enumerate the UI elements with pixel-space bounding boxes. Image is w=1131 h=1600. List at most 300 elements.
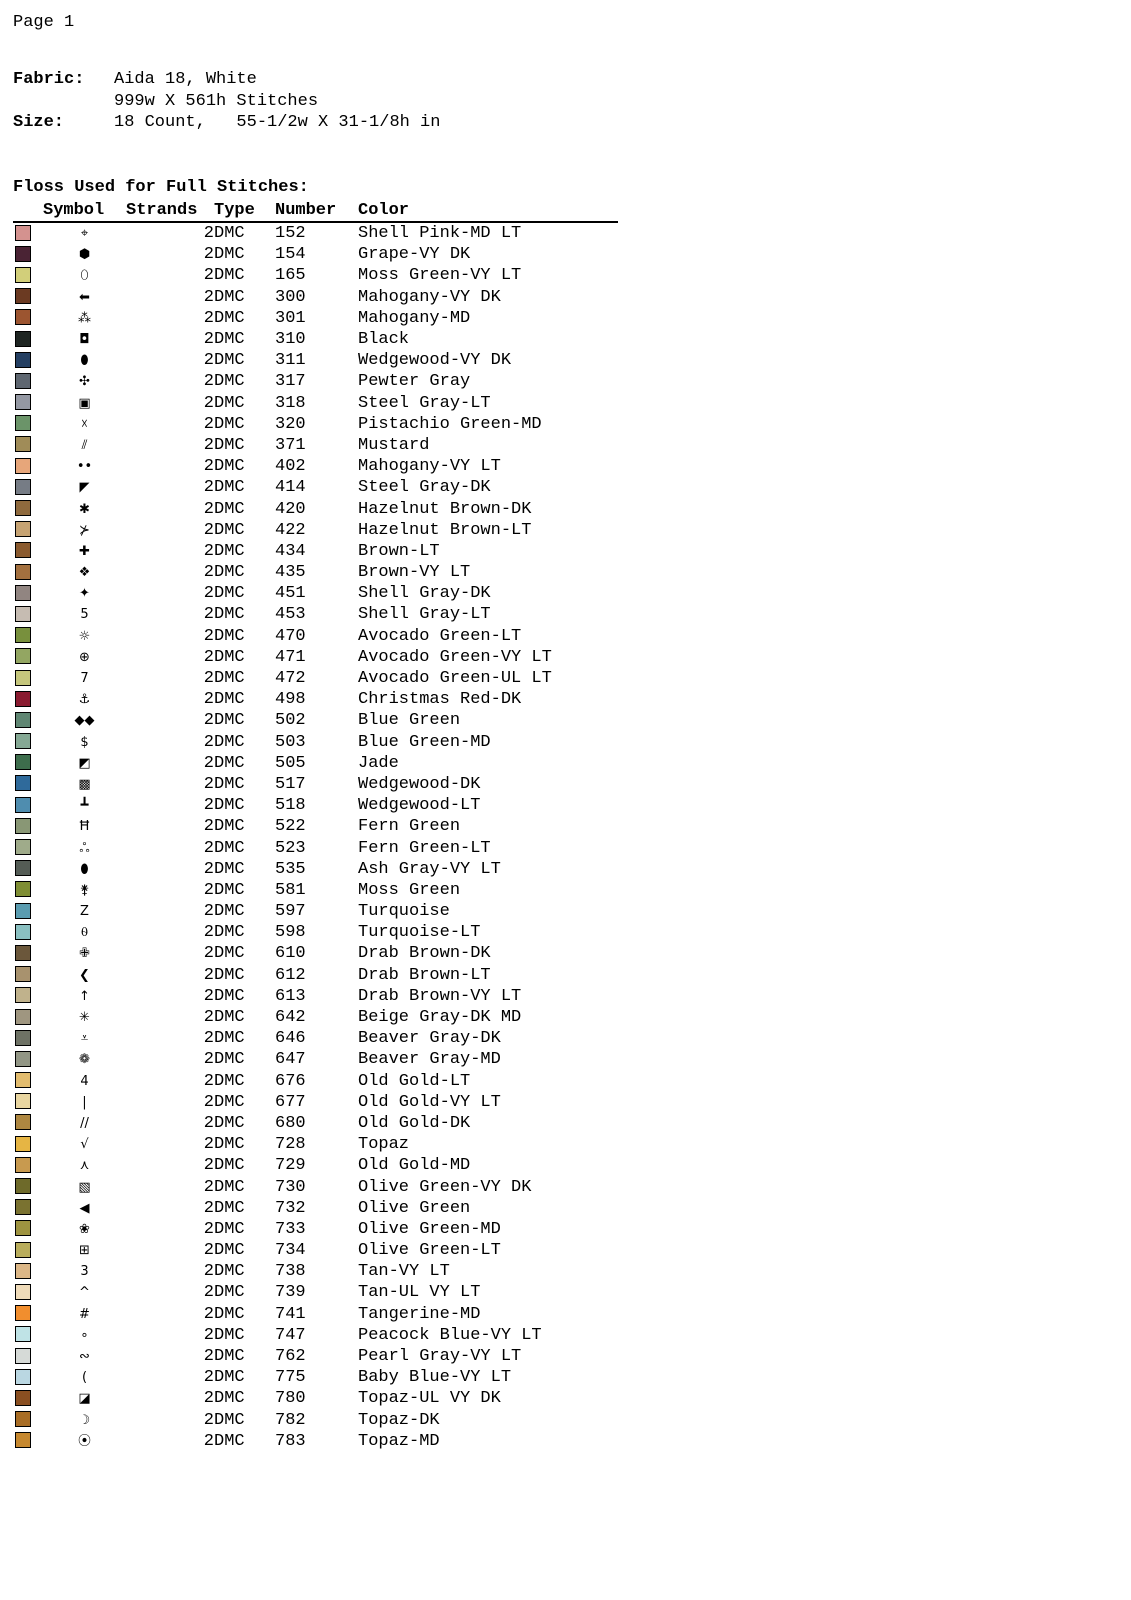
strands-cell: 2 bbox=[203, 1113, 214, 1133]
strands-cell: 2 bbox=[203, 647, 214, 667]
color-name-cell: Moss Green-VY LT bbox=[358, 266, 522, 286]
symbol-cell bbox=[43, 1134, 126, 1155]
type-cell: DMC bbox=[214, 1431, 245, 1451]
swatch-cell bbox=[13, 1176, 43, 1197]
stitch-symbol-icon: $ bbox=[80, 734, 89, 750]
number-cell: 301 bbox=[275, 308, 306, 328]
swatch-cell bbox=[13, 1071, 43, 1092]
color-name-cell: Wedgewood-LT bbox=[358, 796, 481, 816]
swatch-cell bbox=[13, 1028, 43, 1049]
strands-cell: 2 bbox=[203, 753, 214, 773]
floss-row bbox=[13, 880, 618, 901]
strands-cell: 2 bbox=[203, 584, 214, 604]
number-cell: 300 bbox=[275, 287, 306, 307]
swatch-cell bbox=[13, 583, 43, 604]
stitch-symbol-icon: ∾ bbox=[79, 1349, 90, 1365]
stitch-symbol-icon: | bbox=[82, 1094, 87, 1110]
swatch-cell bbox=[13, 414, 43, 435]
color-name-cell: Steel Gray-DK bbox=[358, 478, 491, 498]
strands-cell: 2 bbox=[203, 796, 214, 816]
number-cell: 597 bbox=[275, 902, 306, 922]
color-name-cell: Fern Green bbox=[358, 817, 461, 837]
swatch-cell bbox=[13, 371, 43, 392]
number-cell: 522 bbox=[275, 817, 306, 837]
floss-row bbox=[13, 647, 618, 668]
number-cell: 734 bbox=[275, 1241, 306, 1261]
symbol-cell bbox=[43, 435, 126, 456]
swatch-cell bbox=[13, 1410, 43, 1431]
strands-cell: 2 bbox=[203, 605, 214, 625]
color-swatch bbox=[15, 860, 31, 876]
stitch-symbol-icon: ❖ bbox=[78, 565, 91, 581]
type-cell: DMC bbox=[214, 1389, 245, 1409]
strands-cell: 2 bbox=[203, 1410, 214, 1430]
symbol-cell bbox=[43, 477, 126, 498]
color-swatch bbox=[15, 648, 31, 664]
color-name-cell: Turquoise bbox=[358, 902, 450, 922]
type-cell: DMC bbox=[214, 245, 245, 265]
number-cell: 420 bbox=[275, 499, 306, 519]
color-swatch bbox=[15, 733, 31, 749]
strands-cell: 2 bbox=[203, 245, 214, 265]
color-swatch bbox=[15, 1432, 31, 1448]
color-swatch bbox=[15, 1242, 31, 1258]
color-swatch bbox=[15, 436, 31, 452]
type-cell: DMC bbox=[214, 1262, 245, 1282]
stitch-symbol-icon: ☼ bbox=[78, 628, 91, 644]
floss-row bbox=[13, 1071, 618, 1092]
color-name-cell: Beige Gray-DK MD bbox=[358, 1008, 522, 1028]
strands-cell: 2 bbox=[203, 1241, 214, 1261]
type-cell: DMC bbox=[214, 414, 245, 434]
symbol-cell bbox=[43, 965, 126, 986]
color-swatch bbox=[15, 542, 31, 558]
symbol-cell bbox=[43, 1049, 126, 1070]
fabric-row bbox=[13, 69, 440, 91]
type-cell: DMC bbox=[214, 393, 245, 413]
floss-row bbox=[13, 329, 618, 350]
color-name-cell: Olive Green-VY DK bbox=[358, 1177, 532, 1197]
swatch-cell bbox=[13, 626, 43, 647]
number-cell: 311 bbox=[275, 351, 306, 371]
color-name-cell: Black bbox=[358, 330, 410, 350]
stitch-symbol-icon: ⌖ bbox=[80, 226, 89, 242]
strands-cell: 2 bbox=[203, 308, 214, 328]
type-cell: DMC bbox=[214, 774, 245, 794]
symbol-cell bbox=[43, 710, 126, 731]
color-swatch bbox=[15, 966, 31, 982]
type-cell: DMC bbox=[214, 626, 245, 646]
color-swatch bbox=[15, 352, 31, 368]
floss-row bbox=[13, 1092, 618, 1113]
stitch-symbol-icon: ⚵ bbox=[79, 882, 90, 898]
symbol-cell bbox=[43, 1240, 126, 1261]
swatch-cell bbox=[13, 1049, 43, 1070]
number-cell: 471 bbox=[275, 647, 306, 667]
color-swatch bbox=[15, 945, 31, 961]
fabric-value: Aida 18, White bbox=[114, 70, 257, 89]
symbol-cell bbox=[43, 753, 126, 774]
number-cell: 775 bbox=[275, 1368, 306, 1388]
color-swatch bbox=[15, 903, 31, 919]
symbol-cell bbox=[43, 329, 126, 350]
color-swatch bbox=[15, 225, 31, 241]
fabric-label: Fabric: bbox=[13, 70, 85, 89]
number-cell: 152 bbox=[275, 224, 306, 244]
strands-cell: 2 bbox=[203, 1368, 214, 1388]
type-cell: DMC bbox=[214, 1347, 245, 1367]
floss-row bbox=[13, 1346, 618, 1367]
type-cell: DMC bbox=[214, 1113, 245, 1133]
symbol-cell bbox=[43, 456, 126, 477]
stitch-symbol-icon: ஃ bbox=[79, 840, 90, 856]
floss-row bbox=[13, 477, 618, 498]
color-swatch bbox=[15, 1009, 31, 1025]
type-cell: DMC bbox=[214, 351, 245, 371]
stitch-symbol-icon: ✚ bbox=[79, 543, 90, 559]
stitch-symbol-icon: ☽ bbox=[78, 1412, 91, 1428]
type-cell: DMC bbox=[214, 902, 245, 922]
stitch-symbol-icon: ✙ bbox=[79, 946, 90, 962]
floss-row bbox=[13, 308, 618, 329]
symbol-cell bbox=[43, 901, 126, 922]
strands-cell: 2 bbox=[203, 1050, 214, 1070]
number-cell: 472 bbox=[275, 669, 306, 689]
swatch-cell bbox=[13, 1431, 43, 1452]
number-cell: 154 bbox=[275, 245, 306, 265]
floss-row bbox=[13, 1282, 618, 1303]
stitch-symbol-icon: ✣ bbox=[79, 374, 90, 390]
symbol-cell bbox=[43, 647, 126, 668]
color-name-cell: Pewter Gray bbox=[358, 372, 471, 392]
type-cell: DMC bbox=[214, 287, 245, 307]
strands-cell: 2 bbox=[203, 944, 214, 964]
type-cell: DMC bbox=[214, 1071, 245, 1091]
floss-row bbox=[13, 1049, 618, 1070]
type-cell: DMC bbox=[214, 520, 245, 540]
number-cell: 422 bbox=[275, 520, 306, 540]
number-cell: 733 bbox=[275, 1219, 306, 1239]
color-name-cell: Grape-VY DK bbox=[358, 245, 471, 265]
type-cell: DMC bbox=[214, 1135, 245, 1155]
strands-cell: 2 bbox=[203, 224, 214, 244]
swatch-cell bbox=[13, 456, 43, 477]
stitch-symbol-icon: ⬅ bbox=[79, 289, 90, 305]
swatch-cell bbox=[13, 498, 43, 519]
swatch-cell bbox=[13, 1282, 43, 1303]
strands-cell: 2 bbox=[203, 1135, 214, 1155]
stitch-symbol-icon: ▣ bbox=[78, 395, 91, 411]
swatch-cell bbox=[13, 732, 43, 753]
type-cell: DMC bbox=[214, 1177, 245, 1197]
number-cell: 371 bbox=[275, 435, 306, 455]
color-swatch bbox=[15, 564, 31, 580]
symbol-cell bbox=[43, 1261, 126, 1282]
strands-cell: 2 bbox=[203, 478, 214, 498]
type-cell: DMC bbox=[214, 1198, 245, 1218]
color-swatch bbox=[15, 415, 31, 431]
stitch-symbol-icon: ❁ bbox=[79, 1052, 90, 1068]
number-cell: 310 bbox=[275, 330, 306, 350]
number-cell: 613 bbox=[275, 986, 306, 1006]
symbol-cell bbox=[43, 774, 126, 795]
color-swatch bbox=[15, 839, 31, 855]
swatch-cell bbox=[13, 308, 43, 329]
number-cell: 747 bbox=[275, 1325, 306, 1345]
type-cell: DMC bbox=[214, 1029, 245, 1049]
strands-cell: 2 bbox=[203, 1389, 214, 1409]
swatch-cell bbox=[13, 541, 43, 562]
symbol-cell bbox=[43, 1113, 126, 1134]
swatch-cell bbox=[13, 710, 43, 731]
symbol-cell bbox=[43, 414, 126, 435]
symbol-cell bbox=[43, 350, 126, 371]
symbol-cell bbox=[43, 922, 126, 943]
color-swatch bbox=[15, 1390, 31, 1406]
floss-row bbox=[13, 922, 618, 943]
symbol-cell bbox=[43, 1388, 126, 1409]
type-cell: DMC bbox=[214, 308, 245, 328]
color-swatch bbox=[15, 1178, 31, 1194]
color-name-cell: Olive Green-LT bbox=[358, 1241, 501, 1261]
color-swatch bbox=[15, 373, 31, 389]
color-name-cell: Topaz-DK bbox=[358, 1410, 440, 1430]
header-strands: Strands bbox=[126, 200, 214, 222]
strands-cell: 2 bbox=[203, 817, 214, 837]
swatch-cell bbox=[13, 859, 43, 880]
color-name-cell: Mahogany-VY DK bbox=[358, 287, 501, 307]
symbol-cell bbox=[43, 732, 126, 753]
stitch-symbol-icon: ^ bbox=[79, 1285, 90, 1301]
floss-row bbox=[13, 1388, 618, 1409]
symbol-cell bbox=[43, 287, 126, 308]
swatch-cell bbox=[13, 1325, 43, 1346]
strands-cell: 2 bbox=[203, 880, 214, 900]
number-cell: 646 bbox=[275, 1029, 306, 1049]
color-name-cell: Brown-LT bbox=[358, 541, 440, 561]
symbol-cell bbox=[43, 816, 126, 837]
color-name-cell: Wedgewood-DK bbox=[358, 774, 481, 794]
number-cell: 320 bbox=[275, 414, 306, 434]
type-cell: DMC bbox=[214, 1325, 245, 1345]
type-cell: DMC bbox=[214, 859, 245, 879]
page-label: Page 1 bbox=[13, 13, 75, 32]
color-swatch bbox=[15, 1348, 31, 1364]
color-name-cell: Mustard bbox=[358, 435, 430, 455]
color-name-cell: Beaver Gray-DK bbox=[358, 1029, 501, 1049]
color-swatch bbox=[15, 246, 31, 262]
floss-row bbox=[13, 1240, 618, 1261]
color-name-cell: Tan-VY LT bbox=[358, 1262, 450, 1282]
floss-row bbox=[13, 414, 618, 435]
swatch-cell bbox=[13, 774, 43, 795]
strands-cell: 2 bbox=[203, 414, 214, 434]
strands-cell: 2 bbox=[203, 1283, 214, 1303]
swatch-cell bbox=[13, 1240, 43, 1261]
type-cell: DMC bbox=[214, 1368, 245, 1388]
swatch-cell bbox=[13, 520, 43, 541]
swatch-cell bbox=[13, 1388, 43, 1409]
stitches-row bbox=[13, 91, 440, 113]
size-label: Size: bbox=[13, 113, 65, 132]
type-cell: DMC bbox=[214, 1410, 245, 1430]
symbol-cell bbox=[43, 1346, 126, 1367]
color-swatch bbox=[15, 1326, 31, 1342]
stitch-symbol-icon: ⊞ bbox=[79, 1243, 90, 1259]
color-name-cell: Avocado Green-VY LT bbox=[358, 647, 552, 667]
strands-cell: 2 bbox=[203, 1092, 214, 1112]
floss-row bbox=[13, 1367, 618, 1388]
color-swatch bbox=[15, 1199, 31, 1215]
strands-cell: 2 bbox=[203, 986, 214, 1006]
type-cell: DMC bbox=[214, 796, 245, 816]
stitch-symbol-icon: ⍬ bbox=[80, 925, 89, 941]
color-swatch bbox=[15, 924, 31, 940]
type-cell: DMC bbox=[214, 266, 245, 286]
size-row bbox=[13, 112, 440, 134]
strands-cell: 2 bbox=[203, 372, 214, 392]
symbol-cell bbox=[43, 244, 126, 265]
number-cell: 647 bbox=[275, 1050, 306, 1070]
color-swatch bbox=[15, 797, 31, 813]
color-swatch bbox=[15, 1369, 31, 1385]
color-name-cell: Shell Gray-DK bbox=[358, 584, 491, 604]
stitch-symbol-icon: ✱ bbox=[79, 501, 90, 517]
swatch-cell bbox=[13, 1367, 43, 1388]
floss-row bbox=[13, 1325, 618, 1346]
swatch-cell bbox=[13, 986, 43, 1007]
color-swatch bbox=[15, 479, 31, 495]
symbol-cell bbox=[43, 837, 126, 858]
type-cell: DMC bbox=[214, 1304, 245, 1324]
stitch-symbol-icon: ↑ bbox=[79, 988, 90, 1004]
color-swatch bbox=[15, 606, 31, 622]
strands-cell: 2 bbox=[203, 563, 214, 583]
number-cell: 739 bbox=[275, 1283, 306, 1303]
floss-row bbox=[13, 498, 618, 519]
number-cell: 642 bbox=[275, 1008, 306, 1028]
color-swatch bbox=[15, 500, 31, 516]
strands-cell: 2 bbox=[203, 1304, 214, 1324]
color-name-cell: Blue Green-MD bbox=[358, 732, 491, 752]
type-cell: DMC bbox=[214, 541, 245, 561]
floss-row bbox=[13, 816, 618, 837]
strands-cell: 2 bbox=[203, 1198, 214, 1218]
stitch-symbol-icon: ⊁ bbox=[79, 522, 90, 538]
symbol-cell bbox=[43, 393, 126, 414]
symbol-cell bbox=[43, 562, 126, 583]
color-swatch bbox=[15, 1072, 31, 1088]
floss-row bbox=[13, 1176, 618, 1197]
stitch-symbol-icon: ┻ bbox=[80, 798, 89, 814]
fabric-info bbox=[13, 69, 440, 134]
stitch-symbol-icon: ◀ bbox=[79, 1200, 90, 1216]
color-swatch bbox=[15, 987, 31, 1003]
color-name-cell: Ash Gray-VY LT bbox=[358, 859, 501, 879]
swatch-cell bbox=[13, 329, 43, 350]
swatch-cell bbox=[13, 1155, 43, 1176]
type-cell: DMC bbox=[214, 838, 245, 858]
number-cell: 676 bbox=[275, 1071, 306, 1091]
symbol-cell bbox=[43, 1071, 126, 1092]
color-name-cell: Avocado Green-LT bbox=[358, 626, 522, 646]
number-cell: 435 bbox=[275, 563, 306, 583]
color-swatch bbox=[15, 881, 31, 897]
number-cell: 402 bbox=[275, 457, 306, 477]
color-swatch bbox=[15, 627, 31, 643]
number-cell: 680 bbox=[275, 1113, 306, 1133]
color-name-cell: Fern Green-LT bbox=[358, 838, 491, 858]
stitch-symbol-icon: ⋏ bbox=[79, 1158, 90, 1174]
type-cell: DMC bbox=[214, 1156, 245, 1176]
floss-row bbox=[13, 604, 618, 625]
stitch-symbol-icon: ⩡ bbox=[80, 1031, 89, 1047]
symbol-cell bbox=[43, 689, 126, 710]
floss-row bbox=[13, 901, 618, 922]
symbol-cell bbox=[43, 1198, 126, 1219]
swatch-cell bbox=[13, 1219, 43, 1240]
floss-row bbox=[13, 520, 618, 541]
type-cell: DMC bbox=[214, 1008, 245, 1028]
color-name-cell: Topaz-MD bbox=[358, 1431, 440, 1451]
symbol-cell bbox=[43, 795, 126, 816]
strands-cell: 2 bbox=[203, 838, 214, 858]
type-cell: DMC bbox=[214, 732, 245, 752]
number-cell: 517 bbox=[275, 774, 306, 794]
color-name-cell: Tan-UL VY LT bbox=[358, 1283, 481, 1303]
floss-row bbox=[13, 943, 618, 964]
floss-row bbox=[13, 371, 618, 392]
number-cell: 498 bbox=[275, 690, 306, 710]
number-cell: 523 bbox=[275, 838, 306, 858]
strands-cell: 2 bbox=[203, 1029, 214, 1049]
type-cell: DMC bbox=[214, 711, 245, 731]
strands-cell: 2 bbox=[203, 1156, 214, 1176]
stitch-symbol-icon: ∘ bbox=[80, 1327, 89, 1343]
type-cell: DMC bbox=[214, 457, 245, 477]
swatch-cell bbox=[13, 922, 43, 943]
strands-cell: 2 bbox=[203, 902, 214, 922]
floss-section-title: Floss Used for Full Stitches: bbox=[13, 178, 309, 197]
color-name-cell: Pearl Gray-VY LT bbox=[358, 1347, 522, 1367]
swatch-cell bbox=[13, 689, 43, 710]
symbol-cell bbox=[43, 520, 126, 541]
stitch-symbol-icon: ( bbox=[81, 1370, 88, 1386]
swatch-cell bbox=[13, 1007, 43, 1028]
symbol-cell bbox=[43, 371, 126, 392]
strands-cell: 2 bbox=[203, 1262, 214, 1282]
type-cell: DMC bbox=[214, 647, 245, 667]
strands-cell: 2 bbox=[203, 923, 214, 943]
symbol-cell bbox=[43, 1155, 126, 1176]
floss-row bbox=[13, 753, 618, 774]
stitch-symbol-icon: •• bbox=[76, 459, 93, 475]
strands-cell: 2 bbox=[203, 965, 214, 985]
color-name-cell: Old Gold-LT bbox=[358, 1071, 471, 1091]
stitch-symbol-icon: Ħ bbox=[78, 819, 91, 835]
symbol-cell bbox=[43, 604, 126, 625]
color-swatch bbox=[15, 691, 31, 707]
color-name-cell: Pistachio Green-MD bbox=[358, 414, 542, 434]
header-swatch bbox=[13, 200, 43, 222]
header-number: Number bbox=[275, 200, 358, 222]
type-cell: DMC bbox=[214, 986, 245, 1006]
swatch-cell bbox=[13, 287, 43, 308]
number-cell: 780 bbox=[275, 1389, 306, 1409]
strands-cell: 2 bbox=[203, 1219, 214, 1239]
type-cell: DMC bbox=[214, 605, 245, 625]
color-name-cell: Baby Blue-VY LT bbox=[358, 1368, 512, 1388]
